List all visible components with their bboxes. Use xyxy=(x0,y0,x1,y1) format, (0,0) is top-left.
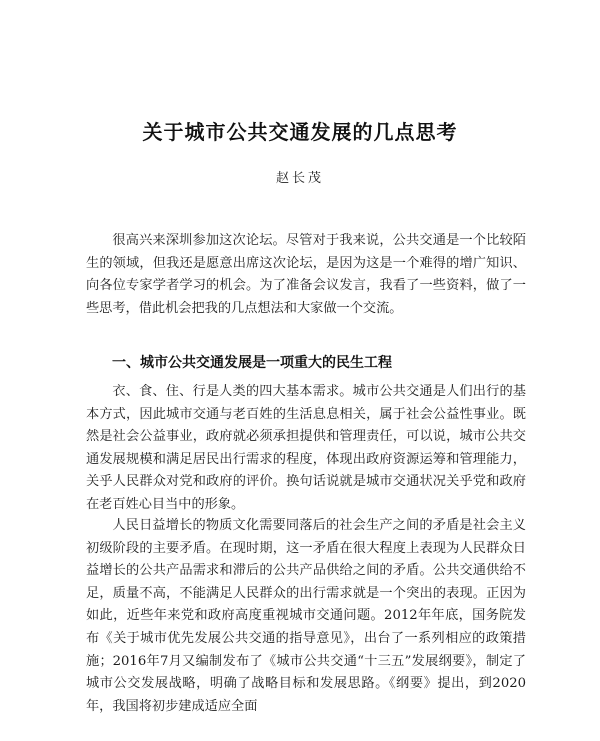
intro-section xyxy=(86,230,526,320)
document-title: 关于城市公共交通发展的几点思考 xyxy=(142,120,458,144)
section-body-1 xyxy=(86,381,526,517)
section-body-2 xyxy=(86,515,526,718)
intro-paragraph: 很高兴来深圳参加这次论坛。尽管对于我来说，公共交通是一个比较陌生的领域，但我还是愿意出席这次论坛，是因为这是一个难得的增广知识、向各位专家学者学习的机会。为了准备会议发言，我看了一些资料，做了一些思考，借此机会把我的几点想法和大家做一个交流。 xyxy=(86,233,526,316)
author-name: 赵长茂 xyxy=(275,171,324,186)
body-paragraph-1: 衣、食、住、行是人类的四大基本需求。城市公共交通是人们出行的基本方式，因此城市交通与老百姓的生活息息相关，属于社会公益性事业。既然是社会公益事业，政府就必须承担提供和管理责任，可以说，城市公共交通发展规模和满足居民出行需求的程度，体现出政府资源运筹和管理能力，关乎人民群众对党和政府的评价。换句话说就是城市交通状况关乎党和政府在老百姓心目当中的形象。 xyxy=(86,384,526,512)
section-heading: 一、城市公共交通发展是一项重大的民生工程 xyxy=(112,355,392,371)
body-paragraph-2: 人民日益增长的物质文化需要同落后的社会生产之间的矛盾是社会主义初级阶段的主要矛盾。在现时期，这一矛盾在很大程度上表现为人民群众日益增长的公共产品需求和滞后的公共产品供给之间的矛盾。公共交通供给不足，质量不高，不能满足人民群众的出行需求就是一个突出的表现。正因为如此，近些年来党和政府高度重视城市交通问题。2012年年底，国务院发布《关于城市优先发展公共交通的指导意见》，出台了一系列相应的政策措施；2016年7月又编制发布了《城市公共交通“十三五”发展纲要》，制定了城市公交发展战略，明确了战略目标和发展思路。《纲要》提出，到2020年，我国将初步建成适应全面 xyxy=(86,518,526,714)
